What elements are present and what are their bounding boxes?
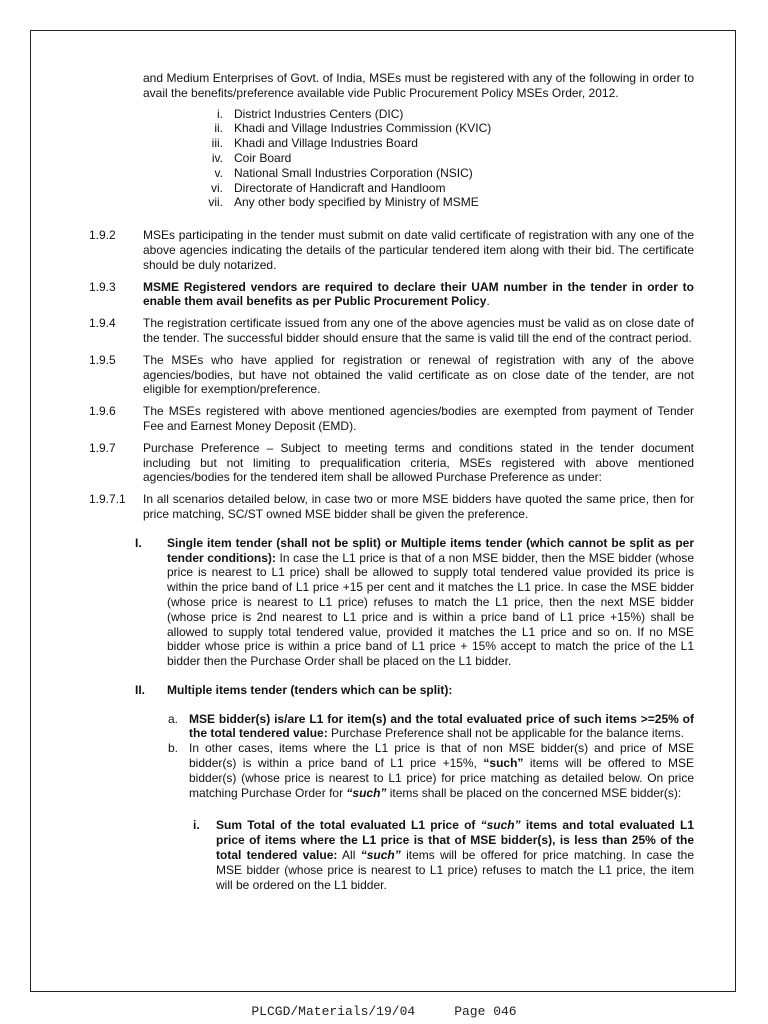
list-item-number: iii.: [211, 136, 223, 151]
list-item-text: Khadi and Village Industries Commission (KVIC): [234, 121, 492, 136]
section-number: 1.9.4: [89, 316, 116, 331]
list-item-number: v.: [214, 165, 223, 180]
list-item: [31, 121, 735, 136]
case-number: II.: [135, 682, 146, 697]
subcase-heading-2: items and total evaluated L1 price of items where the L1 price is that of MSE bidder(s), is less than 25% of the total tendered value:: [216, 818, 695, 863]
page-number: Page 046: [454, 1004, 517, 1019]
list-item: [31, 107, 735, 122]
case-heading: Multiple items tender (tenders which can be split):: [167, 682, 453, 697]
section-number: 1.9.7: [89, 440, 116, 455]
section-1-9-7-1: [31, 492, 694, 522]
such-emphasis: “such”: [360, 848, 401, 863]
list-item-text: Any other body specified by Ministry of MSME: [234, 195, 479, 210]
section-text: The registration certificate issued from any one of the above agencies must be valid as on close date of the tender. The successful bidder should ensure that the same is valid till the end of the contract period.: [143, 316, 694, 345]
intro-paragraph: and Medium Enterprises of Govt. of India, MSEs must be registered with any of the following in order to avail the benefits/preference available vide Public Procurement Policy MSEs Order, 2012.: [143, 71, 694, 100]
subcase-a: [31, 712, 694, 742]
section-1-9-4: [31, 316, 694, 346]
case-heading: Single item tender (shall not be split) or Multiple items tender (which cannot be split as per tender conditions):: [167, 535, 694, 565]
page-content: [31, 71, 735, 892]
document-reference: PLCGD/Materials/19/04: [251, 1004, 416, 1019]
section-text: In all scenarios detailed below, in case two or more MSE bidders have quoted the same price, then for price matching, SC/ST owned MSE bidder shall be given the preference.: [143, 492, 694, 521]
case-text: In case the L1 price is that of a non MSE bidder, then the MSE bidder (whose price is nearest to L1 price) shall be allowed to supply total tendered value provided its price is within the price band of L1 price +15 per cent and it matches the L1 price. In case the MSE bidder (whose price is nearest to L1 price) refuses to match the L1 price, then the next MSE bidder (whose price is 2nd nearest to L1 price and is within a price band of L1 price +15%) shall be allowed to supply total tendered value, provided it matches the L1 price and so on. If no MSE bidder whose price is within a price band of L1 price + 15% accept to match the price of the L1 bidder then the Purchase Order shall be placed on the L1 bidder.: [167, 550, 694, 669]
list-item-text: District Industries Centers (DIC): [234, 106, 404, 121]
page-footer: [0, 1004, 768, 1019]
subcase-heading-1: Sum Total of the total evaluated L1 price of: [216, 818, 481, 833]
section-text-bold: MSME Registered vendors are required to declare their UAM number in the tender in order to enable them avail benefits as per Public Procurement Policy: [143, 279, 694, 309]
such-emphasis: “such”: [480, 818, 521, 833]
section-text: The MSEs who have applied for registration or renewal of registration with any of the above agencies/bodies, but have not obtained the valid certificate as on close date of the tender, are not eligible for exemption/preference.: [143, 352, 694, 397]
section-1-9-5: [31, 353, 694, 397]
subcase-text-3: items shall be placed on the concerned MSE bidder(s):: [386, 785, 682, 800]
list-item: [31, 151, 735, 166]
list-item-number: ii.: [214, 121, 223, 136]
list-item: [31, 136, 735, 151]
subcase-b-i: [31, 818, 694, 892]
subcase-number: i.: [193, 818, 200, 833]
case-number: I.: [135, 535, 142, 550]
list-item-text: National Small Industries Corporation (NSIC): [234, 165, 473, 180]
subcase-text-2: items will be offered for price matching. In case the MSE bidder (whose price is nearest to L1 price) refuses to match the L1 price, the item will be ordered on the L1 bidder.: [216, 848, 695, 892]
subcase-text-1: All: [337, 848, 361, 863]
section-number: 1.9.2: [89, 228, 116, 243]
subcase-heading: MSE bidder(s) is/are L1 for item(s) and the total evaluated price of such items >=25% of the total tendered value:: [189, 711, 694, 741]
section-number: 1.9.5: [89, 352, 116, 367]
section-1-9-2: [31, 228, 694, 272]
subcase-b: [31, 741, 694, 800]
section-number: 1.9.3: [89, 279, 116, 294]
subcase-text-2: items will be offered to MSE bidder(s) (whose price is nearest to L1 price) for price matching as detailed below. On price matching Purchase Order for: [189, 756, 694, 800]
section-text-end: .: [486, 294, 490, 309]
case-multiple-items-tender: [31, 683, 694, 698]
section-1-9-7: [31, 441, 694, 485]
section-text: The MSEs registered with above mentioned agencies/bodies are exempted from payment of Tender Fee and Earnest Money Deposit (EMD).: [143, 404, 694, 433]
list-item-number: vi.: [211, 180, 223, 195]
such-emphasis: “such”: [483, 756, 524, 771]
list-item-number: i.: [217, 106, 223, 121]
subcase-text-1: In other cases, items where the L1 price is that of non MSE bidder(s) and price of MSE bidder(s) is within a price band of L1 price +15%,: [189, 741, 694, 771]
section-1-9-3: [31, 280, 694, 310]
page-frame: [30, 30, 736, 992]
list-item-number: vii.: [208, 195, 223, 210]
subcase-number: a.: [168, 711, 179, 726]
section-text: MSEs participating in the tender must submit on date valid certificate of registration with any one of the above agencies indicating the details of the particular tendered item along with their bid. The certificate should be duly notarized.: [143, 228, 694, 272]
list-item: [31, 166, 735, 181]
agency-list: [31, 107, 735, 211]
list-item: [31, 181, 735, 196]
section-1-9-6: [31, 404, 694, 434]
subcase-text: Purchase Preference shall not be applicable for the balance items.: [327, 726, 684, 741]
section-number: 1.9.6: [89, 404, 116, 419]
such-emphasis: “such”: [346, 785, 387, 800]
list-item-text: Directorate of Handicraft and Handloom: [234, 180, 446, 195]
subcase-number: b.: [168, 741, 179, 756]
section-text: Purchase Preference – Subject to meeting terms and conditions stated in the tender document including but not limiting to prequalification criteria, MSEs registered with above mentioned agencies/bodies for the tendered item shall be allowed Purchase Preference as under:: [143, 440, 694, 485]
case-single-item-tender: [31, 536, 694, 669]
list-item-text: Coir Board: [234, 150, 292, 165]
list-item-text: Khadi and Village Industries Board: [234, 136, 418, 151]
list-item-number: iv.: [211, 150, 223, 165]
section-number: 1.9.7.1: [89, 492, 126, 507]
list-item: [31, 195, 735, 210]
